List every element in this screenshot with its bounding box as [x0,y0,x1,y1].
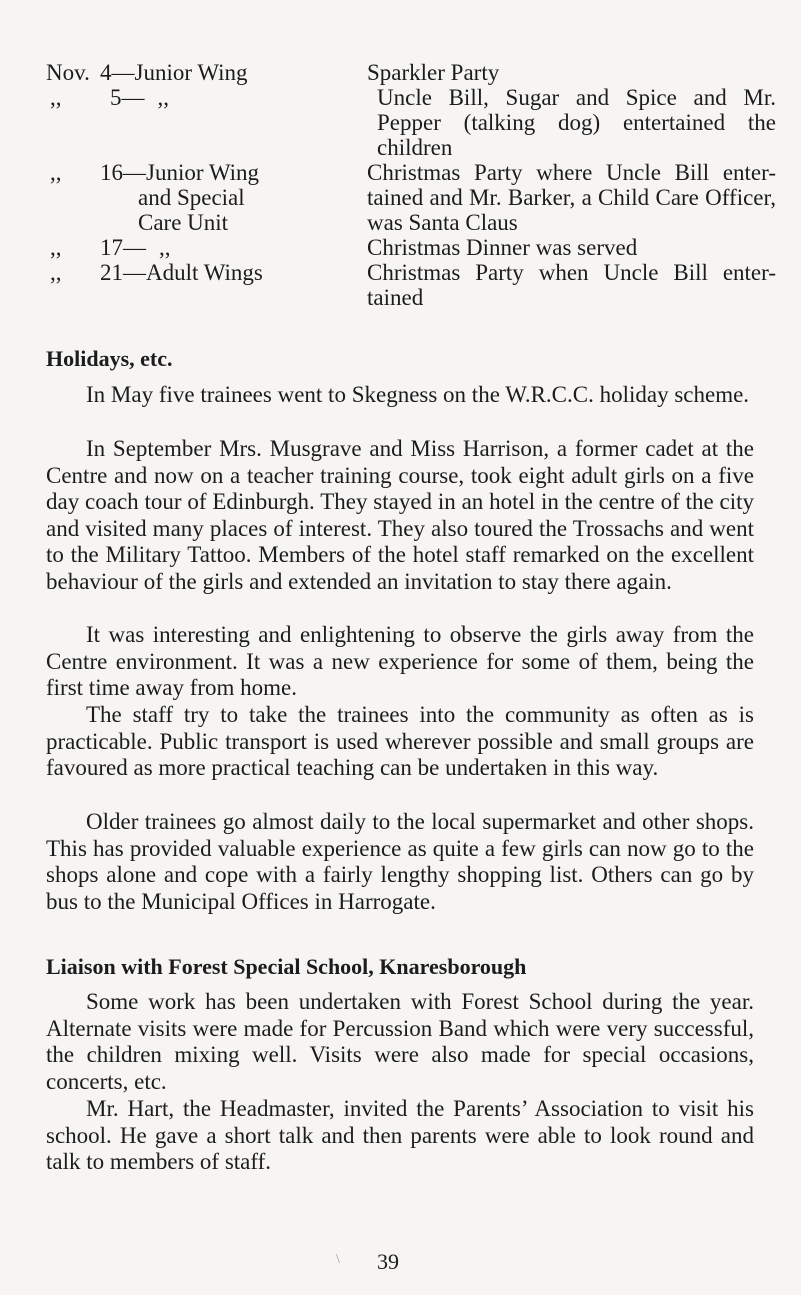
event-month: ,, [50,85,62,110]
liaison-heading: Liaison with Forest Special School, Knaresborough [46,954,527,979]
event-description: Christmas Dinner was served [367,235,638,260]
paragraph: Some work has been undertaken with Forest School during the year. Alternate visits were made for Percussion Band which were very successful, the children mixing well. Visits were also made for special occasions, concerts, etc. [46,989,754,1094]
event-month: Nov. [46,60,90,85]
event-date: 16—Junior Wing and Special Care Unit [96,160,367,235]
event-month: ,, [50,160,62,185]
paragraph: Mr. Hart, the Headmaster, invited the Parents’ Association to visit his school. He gave a short talk and then parents were able to look round and talk to members of staff. [46,1096,754,1175]
ditto-mark: ,, [157,85,169,110]
event-month: ,, [50,235,62,260]
events-list [46,60,776,310]
event-date: 21—Adult Wings [100,260,263,285]
event-row [46,60,776,85]
holidays-heading: Holidays, etc. [46,346,173,371]
stray-mark: \ [336,1252,340,1267]
event-row [46,260,776,310]
paragraph: It was interesting and enlightening to observe the girls away from the Centre environment. It was a new experience for some of them, being the first time away from home. [46,622,754,701]
event-description: Sparkler Party [367,60,500,85]
event-description: Uncle Bill, Sugar and Spice and Mr. Pepper (talking dog) entertained the children [377,85,776,160]
ditto-mark: ,, [159,235,171,260]
paragraph: In May five trainees went to Skegness on the W.R.C.C. holiday scheme. [86,382,750,407]
event-month: ,, [50,260,62,285]
event-date-continued: and Special Care Unit [138,185,245,235]
event-date: 4—Junior Wing [100,60,248,85]
event-row [46,85,776,160]
page-number: 39 [377,1249,399,1274]
paragraph: In September Mrs. Musgrave and Miss Harrison, a former cadet at the Centre and now on a teacher training course, took eight adult girls on a five day coach tour of Edinburgh. They stayed in an hotel in the centre of the city and visited many places of interest. They also toured the Trossachs and went to the Military Tattoo. Members of the hotel staff remarked on the excellent behaviour of the girls and extended an invitation to stay there again. [46,436,754,594]
event-description: Christmas Party when Uncle Bill enter- tained [367,260,776,310]
event-row [46,235,776,260]
event-row [46,160,776,235]
event-date: 5— ,, [96,85,377,160]
paragraph: Older trainees go almost daily to the local supermarket and other shops. This has provided valuable experience as quite a few girls can now go to the shops alone and cope with a fairly lengthy shopping list. Others can go by bus to the Municipal Offices in Harrogate. [46,809,754,914]
paragraph: The staff try to take the trainees into the community as often as is practicable. Public transport is used wherever possible and small groups are favoured as more practical teaching can be undertaken in this way. [46,702,754,781]
event-date: 17— ,, [96,235,367,260]
event-description: Christmas Party where Uncle Bill enter- tained and Mr. Barker, a Child Care Officer, was Santa Claus [367,160,776,235]
